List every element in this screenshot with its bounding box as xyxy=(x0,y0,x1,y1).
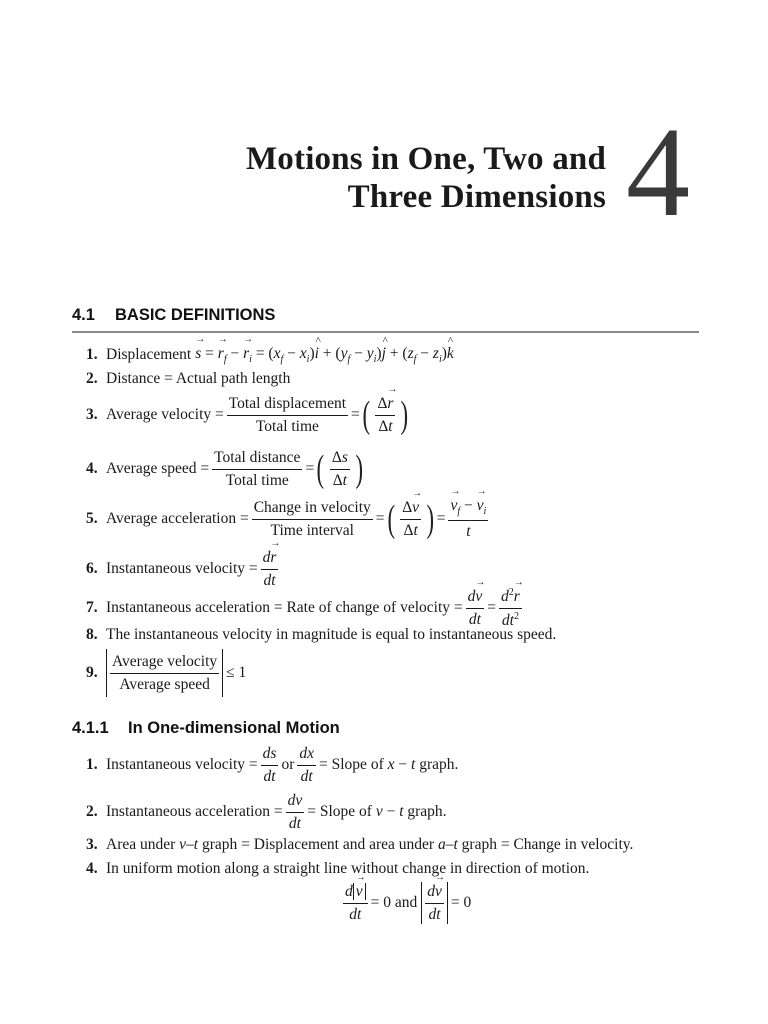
chapter-title-line-1: Motions in One, Two and xyxy=(245,141,606,177)
section-heading-4-1-1 xyxy=(72,719,340,738)
item-text: Distance = Actual path length xyxy=(106,370,291,387)
fraction: $\frac{\text{Change in velocity}}{\text{Time interval}}$ xyxy=(253,499,371,539)
chapter-title xyxy=(246,140,606,216)
definition-average-velocity: 3. Average velocity = $\frac{\text{Total displacement}}{\text{Total time}}$ = ( $\frac{\Delta\to r}{\Delta t}$ ) xyxy=(86,403,411,427)
item-number: 3. xyxy=(86,836,98,853)
item-number: 7. xyxy=(86,599,98,616)
item-text: The instantaneous velocity in magnitude is equal to instantaneous speed. xyxy=(106,626,557,643)
item-number: 3. xyxy=(86,406,98,423)
item-number: 6. xyxy=(86,560,98,577)
definition-average-acceleration: 5. Average acceleration = $\frac{\text{Change in velocity}}{\text{Time interval}}$ = ( $\frac{\Delta\to v}{\Delta t}$ ) = → $\frac{v_f - \to v_i}{t}$ xyxy=(86,507,491,531)
one-d-instantaneous-acceleration: 2. Instantaneous acceleration = $\frac{dv}{dt}$ = Slope of v − t graph. xyxy=(86,792,447,832)
item-label: Average velocity = xyxy=(106,406,224,423)
section-title: BASIC DEFINITIONS xyxy=(115,306,276,324)
displacement-formula: → s = → $r_f$ − → $r_i = (x_f$ − $x_i)\^{}$ $i + (y_f$ − $y_i)\^{}$ $j + (z_f$ − $z_i)\^{}$ k xyxy=(195,345,454,365)
item-number: 4. xyxy=(86,460,98,477)
item-label: Instantaneous acceleration = xyxy=(106,803,283,820)
chapter-number: 4 xyxy=(626,101,690,243)
item-number: 2. xyxy=(86,803,98,820)
definition-distance xyxy=(86,367,290,391)
item-label: Average acceleration = xyxy=(106,510,249,527)
absolute-value: $\frac{\text{Average velocity}}{\text{Average speed}}$ xyxy=(106,649,223,697)
item-number: 9. xyxy=(86,664,98,681)
chapter-title-line-2: Three Dimensions xyxy=(347,179,606,215)
item-label: Instantaneous velocity = xyxy=(106,756,258,773)
definition-displacement xyxy=(86,343,454,367)
one-d-uniform-motion xyxy=(86,857,589,881)
item-number: 1. xyxy=(86,756,98,773)
item-label: Displacement xyxy=(106,346,192,363)
item-number: 1. xyxy=(86,346,98,363)
definition-velocity-speed-ratio xyxy=(86,653,247,693)
definition-instantaneous-acceleration: 7. Instantaneous acceleration = Rate of change of velocity = $\frac{d\to v}{dt}$ = $\frac{d^2\to r}{dt^2}$ xyxy=(86,596,525,620)
item-number: 5. xyxy=(86,510,98,527)
definition-instantaneous-velocity: 6. Instantaneous velocity = $\frac{d\to r}{dt}$ xyxy=(86,557,281,581)
section-divider xyxy=(72,331,699,333)
fraction: $\frac{\text{Total distance}}{\text{Total time}}$ xyxy=(214,449,301,489)
item-label: Average speed = xyxy=(106,460,210,477)
uniform-motion-equation: $\frac{d\to v}{dt}$ = 0 and $\frac{d\to v}{dt}$ = 0 xyxy=(340,882,471,924)
section-title: In One-dimensional Motion xyxy=(128,719,340,737)
item-number: 4. xyxy=(86,860,98,877)
item-label: Instantaneous acceleration = Rate of change of velocity = xyxy=(106,599,463,616)
item-number: 8. xyxy=(86,626,98,643)
one-d-instantaneous-velocity: 1. Instantaneous velocity = $\frac{ds}{dt}$ or $\frac{dx}{dt}$ = Slope of x − t graph. xyxy=(86,745,459,785)
definition-average-speed: 4. Average speed = $\frac{\text{Total distance}}{\text{Total time}}$ = ( $\frac{\Delta s}{\Delta t}$ ) xyxy=(86,448,363,490)
definition-speed-magnitude xyxy=(86,623,556,647)
section-heading-4-1 xyxy=(72,306,275,325)
section-number: 4.1 xyxy=(72,306,95,324)
item-text: In uniform motion along a straight line without change in direction of motion. xyxy=(106,860,590,877)
item-number: 2. xyxy=(86,370,98,387)
one-d-area-under-graph: 3. Area under v – t graph = Displacement and area under a – t graph = Change in velocity. xyxy=(86,836,634,853)
fraction: $\frac{\text{Total displacement}}{\text{Total time}}$ xyxy=(228,395,347,435)
inequality: ≤ 1 xyxy=(226,664,247,681)
section-number: 4.1.1 xyxy=(72,719,109,737)
item-label: Instantaneous velocity = xyxy=(106,560,258,577)
